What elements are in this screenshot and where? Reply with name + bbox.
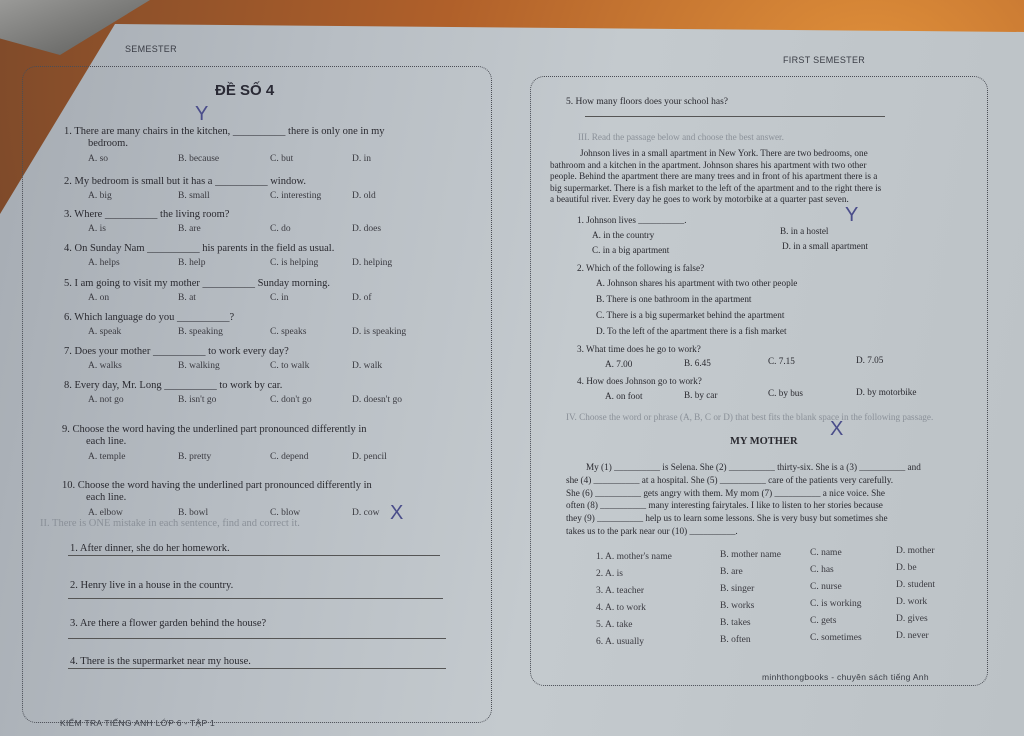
choice-option: B. mother name xyxy=(720,550,781,560)
answer-option: D. is speaking xyxy=(352,327,407,337)
faint-instruction: III. Read the passage below and choose the best answer. xyxy=(578,132,784,142)
answer-option: B. 6.45 xyxy=(684,357,711,368)
question-text: 4. On Sunday Nam __________ his parents in the field as usual. xyxy=(64,243,335,254)
passage-line: bathroom and a kitchen in the apartment. Johnson shares his apartment with two other xyxy=(550,159,867,170)
answer-option: A. elbow xyxy=(88,508,123,518)
story-line: often (8) __________ many interesting fairytales. I like to listen to her stories because xyxy=(566,500,883,511)
choice-option: 5. A. take xyxy=(596,620,633,630)
question-text: 2. My bedroom is small but it has a __________ window. xyxy=(64,176,306,187)
reading-question: 3. What time does he go to work? xyxy=(577,344,701,354)
choice-option: D. be xyxy=(896,563,917,573)
answer-option: D. of xyxy=(352,293,372,303)
section-heading: IV. Choose the word or phrase (A, B, C or D) that best fits the blank space in the following passage. xyxy=(566,412,934,422)
answer-option: A. 7.00 xyxy=(605,359,633,369)
answer-option: B. by car xyxy=(684,389,718,400)
answer-line xyxy=(68,598,443,599)
answer-option: D. by motorbike xyxy=(856,386,917,397)
header-left: SEMESTER xyxy=(125,44,177,54)
answer-option: C. interesting xyxy=(270,191,322,201)
answer-option: C. depend xyxy=(270,452,309,462)
answer-option: B. help xyxy=(178,258,206,268)
answer-option: D. helping xyxy=(352,258,393,268)
choice-option: D. never xyxy=(896,631,929,641)
answer-option: C. in xyxy=(270,293,289,303)
passage-line: a beautiful river. Every day he goes to work by motorbike at a quarter past seven. xyxy=(550,194,849,204)
answer-option: B. pretty xyxy=(178,452,212,462)
passage-line: Johnson lives in a small apartment in New York. There are two bedrooms, one xyxy=(580,148,868,158)
answer-option: A. so xyxy=(88,154,109,164)
answer-option: B. isn't go xyxy=(178,395,217,405)
mistake-sentence: 2. Henry live in a house in the country. xyxy=(70,580,234,591)
choice-option: C. has xyxy=(810,565,834,575)
mistake-sentence: 3. Are there a flower garden behind the house? xyxy=(70,618,267,629)
reading-question: 1. Johnson lives __________. xyxy=(577,215,687,225)
answer-option: A. in the country xyxy=(592,230,655,240)
question-text: 1. There are many chairs in the kitchen, __________ there is only one in my xyxy=(64,126,385,137)
answer-option: D. in xyxy=(352,154,371,164)
question-text-cont: each line. xyxy=(86,492,127,503)
question-text-cont: bedroom. xyxy=(88,138,128,149)
question-text: 10. Choose the word having the underlined part pronounced differently in xyxy=(62,480,372,491)
answer-option: D. cow xyxy=(352,508,380,518)
question-text: 9. Choose the word having the underlined part pronounced differently in xyxy=(62,424,367,435)
choice-option: C. sometimes xyxy=(810,633,862,643)
answer-option: B. because xyxy=(178,154,220,164)
story-line: she (4) __________ at a hospital. She (5) __________ care of the patients very carefully. xyxy=(566,474,893,485)
answer-option: B. small xyxy=(178,191,210,201)
reading-question: 4. How does Johnson go to work? xyxy=(577,376,702,386)
footer-left: KIỂM TRA TIẾNG ANH LỚP 6 - TẬP 1 xyxy=(60,718,215,728)
passage-line: big supermarket. There is a fish market to the left of the apartment and to the right there is xyxy=(550,182,882,193)
answer-option: B. at xyxy=(178,293,196,303)
answer-option: D. To the left of the apartment there is a fish market xyxy=(596,326,787,336)
choice-option: 4. A. to work xyxy=(596,603,646,613)
answer-option: D. old xyxy=(352,191,376,201)
answer-option: D. doesn't go xyxy=(352,395,403,405)
answer-option: C. by bus xyxy=(768,388,803,398)
answer-option: B. There is one bathroom in the apartment xyxy=(596,294,752,304)
question-q5: 5. How many floors does your school has? xyxy=(566,97,729,107)
answer-option: A. temple xyxy=(88,452,126,462)
answer-option: C. There is a big supermarket behind the apartment xyxy=(596,310,785,320)
answer-option: C. do xyxy=(270,224,291,234)
check-mark-x: X xyxy=(390,502,404,524)
choice-option: C. gets xyxy=(810,616,837,626)
answer-option: D. walk xyxy=(352,361,383,371)
choice-option: D. gives xyxy=(896,614,928,624)
choice-option: D. work xyxy=(896,597,928,607)
choice-option: 6. A. usually xyxy=(596,637,645,647)
choice-option: B. often xyxy=(720,635,751,645)
answer-option: A. on foot xyxy=(605,391,643,401)
answer-option: B. speaking xyxy=(178,327,223,337)
choice-option: B. singer xyxy=(720,584,755,594)
answer-line xyxy=(585,116,885,117)
choice-option: B. are xyxy=(720,567,743,577)
answer-option: C. in a big apartment xyxy=(592,245,670,255)
choice-option: C. nurse xyxy=(810,582,842,592)
answer-option: C. is helping xyxy=(270,258,319,268)
choice-option: 2. A. is xyxy=(596,569,623,579)
choice-option: B. takes xyxy=(720,618,751,628)
answer-option: C. but xyxy=(270,154,294,164)
mistake-sentence: 1. After dinner, she do her homework. xyxy=(70,543,230,554)
answer-line xyxy=(68,555,440,556)
reading-question: 2. Which of the following is false? xyxy=(577,263,705,273)
answer-option: B. are xyxy=(178,224,201,234)
answer-option: D. in a small apartment xyxy=(782,241,868,251)
header-right: FIRST SEMESTER xyxy=(783,55,866,65)
question-text: 5. I am going to visit my mother __________ Sunday morning. xyxy=(64,278,330,289)
footer-right: minhthongbooks - chuyên sách tiếng Anh xyxy=(762,672,929,682)
answer-option: A. speak xyxy=(88,327,122,337)
choice-option: D. mother xyxy=(896,546,935,556)
answer-option: D. pencil xyxy=(352,452,387,462)
section-heading: II. There is ONE mistake in each sentence, find and correct it. xyxy=(40,518,300,529)
answer-option: C. to walk xyxy=(270,361,310,371)
answer-option: C. 7.15 xyxy=(768,356,795,366)
story-line: She (6) __________ gets angry with them. My mom (7) __________ a nice voice. She xyxy=(566,487,885,498)
choice-option: 3. A. teacher xyxy=(596,586,645,596)
answer-option: B. bowl xyxy=(178,508,209,518)
choice-option: C. is working xyxy=(810,599,862,609)
mistake-sentence: 4. There is the supermarket near my house. xyxy=(70,656,251,667)
passage-line: people. Behind the apartment there are many trees and in front of his apartment there is a xyxy=(550,171,878,181)
choice-option: 1. A. mother's name xyxy=(596,552,672,562)
answer-option: D. does xyxy=(352,224,382,234)
check-mark-x: X xyxy=(830,418,844,440)
choice-option: D. student xyxy=(896,580,936,590)
question-text: 8. Every day, Mr. Long __________ to work by car. xyxy=(64,380,283,391)
answer-option: A. walks xyxy=(88,361,122,371)
choice-option: B. works xyxy=(720,601,755,611)
answer-option: A. big xyxy=(88,191,112,201)
check-mark-y: Y xyxy=(195,103,209,125)
story-title: MY MOTHER xyxy=(730,436,798,447)
question-text: 6. Which language do you __________? xyxy=(64,312,235,323)
question-text: 3. Where __________ the living room? xyxy=(64,209,230,220)
answer-line xyxy=(68,638,446,639)
story-line: My (1) __________ is Selena. She (2) __________ thirty-six. She is a (3) __________ and xyxy=(586,462,921,472)
answer-option: C. blow xyxy=(270,508,301,518)
answer-option: A. is xyxy=(88,224,106,234)
choice-option: C. name xyxy=(810,548,842,558)
answer-option: A. not go xyxy=(88,395,124,405)
question-text: 7. Does your mother __________ to work every day? xyxy=(64,346,289,357)
answer-option: C. speaks xyxy=(270,327,307,337)
answer-line xyxy=(68,668,446,669)
answer-option: B. walking xyxy=(178,361,220,371)
answer-option: C. don't go xyxy=(270,395,312,405)
story-line: they (9) __________ help us to learn some lessons. She is very busy but sometimes she xyxy=(566,513,888,524)
answer-option: A. Johnson shares his apartment with two other people xyxy=(596,278,798,288)
answer-option: A. helps xyxy=(88,258,120,268)
answer-option: B. in a hostel xyxy=(780,226,829,236)
page-title: ĐỀ SỐ 4 xyxy=(215,82,275,99)
story-line: takes us to the park near our (10) __________. xyxy=(566,526,738,536)
answer-option: A. on xyxy=(88,293,110,303)
answer-option: D. 7.05 xyxy=(856,354,884,365)
question-text-cont: each line. xyxy=(86,436,127,447)
check-mark-y: Y xyxy=(845,204,859,226)
